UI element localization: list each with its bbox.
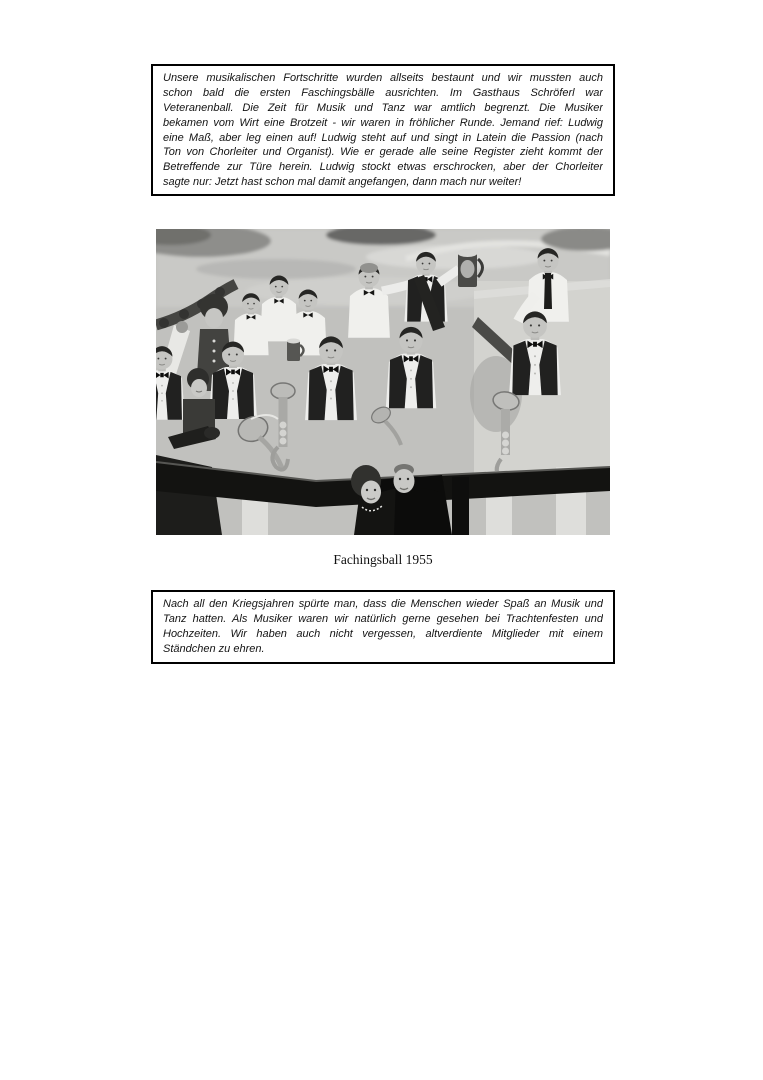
text-line: sagte nur: Jetzt hast schon mal damit angefangen, dann mach nur weiter! — [163, 176, 522, 189]
text-line: Veteranenball. Die Zeit für Musik und Tanz war amtlich begrenzt. Die Musiker — [163, 101, 603, 114]
text-line: Tanz hatten. Als Musiker waren wir natürlich gerne gesehen bei Trachtenfesten und — [163, 612, 603, 625]
text-line: Hochzeiten. Wir haben auch nicht vergessen, altverdiente Mitglieder mit einem — [163, 627, 603, 640]
text-line: Unsere musikalischen Fortschritte wurden allseits bestaunt und wir mussten auch — [163, 72, 603, 84]
closing-text-box — [151, 590, 615, 664]
light-hair — [360, 263, 378, 273]
text-line: eine Maß, aber leg einen auf! Ludwig steht auf und singt in Latein die Passion (nach — [163, 131, 603, 144]
text-line: Ton von Chorleiter und Organist). Wie er gerade alle seine Register zieht kommt der — [163, 146, 603, 159]
necktie — [544, 273, 552, 309]
text-line: Betreffende zur Türe herein. Ludwig stockt etwas erschrocken, aber der Chorleiter — [163, 161, 603, 174]
band-photo — [156, 229, 610, 535]
photo-caption: Fachingsball 1955 — [333, 552, 433, 567]
intro-text-box — [151, 64, 615, 196]
text-line: bekamen vom Wirt eine Brotzeit - wir waren in fröhlicher Runde. Jemand rief: Ludwig — [163, 116, 603, 129]
text-line: Nach all den Kriegsjahren spürte man, dass die Menschen wieder Spaß an Musik und — [163, 598, 603, 610]
bench-post — [452, 477, 469, 535]
text-line: Ständchen zu ehren. — [163, 642, 265, 655]
text-line: schon bald die ersten Faschingsbälle ausrichten. Im Gasthaus Schröferl war — [163, 86, 603, 99]
photo-figure — [156, 229, 610, 535]
